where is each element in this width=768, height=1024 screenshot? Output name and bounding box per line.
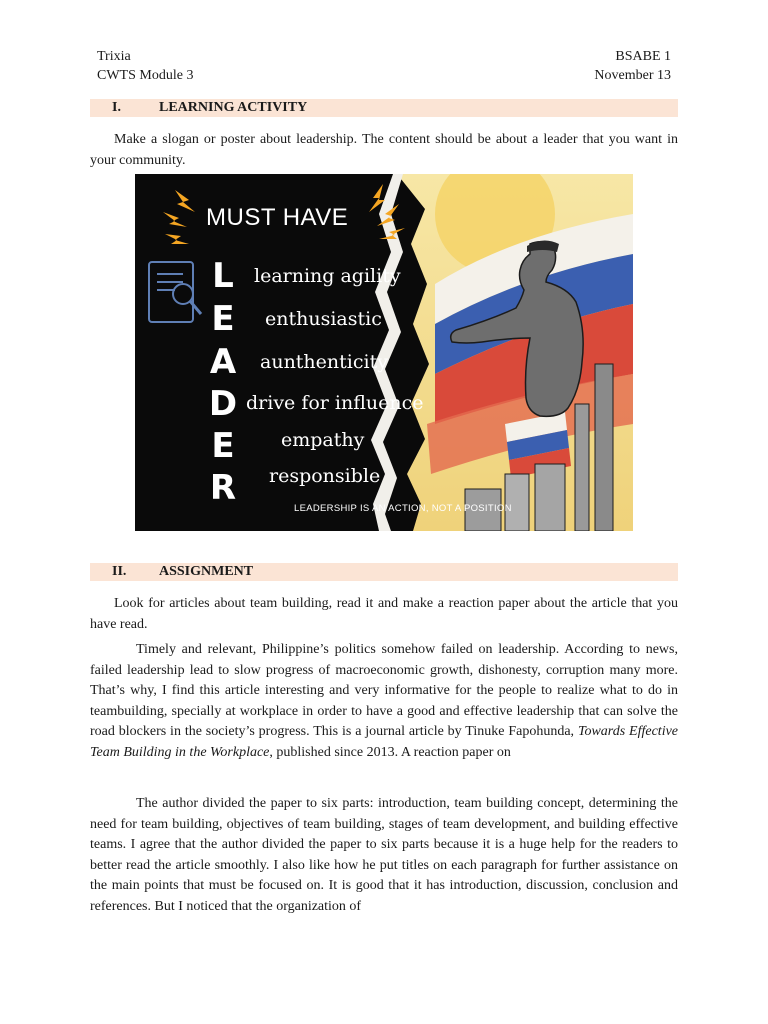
poster-letter-a: A — [209, 342, 237, 382]
poster-letter-r: R — [209, 468, 237, 508]
activity-instruction-text: Make a slogan or poster about leadership. The content should be about a leader that you want in your community. — [90, 132, 678, 168]
poster-letter-e2: E — [211, 426, 235, 466]
section-code: BSABE 1 — [615, 49, 671, 64]
leadership-poster — [135, 174, 633, 531]
poster-trait-authenticity: aunthenticity — [260, 351, 388, 373]
poster-letter-d: D — [208, 384, 238, 424]
student-name: Trixia — [97, 49, 131, 64]
section-title: LEARNING ACTIVITY — [159, 100, 308, 115]
poster-trait-learning-agility: learning agility — [254, 265, 401, 287]
activity-instruction — [90, 130, 678, 171]
article-title: Towards Effective Team Building in the Workplace — [90, 724, 679, 760]
paragraph-2-text: The author divided the paper to six parts: introduction, team building concept, determining the need for team building, objectives of team building, stages of team development, and building effective teams. I agree that the author divided the paper to six parts because it is a huge help for the readers to better read the article smoothly. I also like how he put titles on each paragraph for further assistance on the main points that must be focused on. It is good that it has introduction, discussion, conclusion and references. But I noticed that the organization of — [90, 796, 678, 914]
paragraph-1-text-b: , published since 2013. A reaction paper on — [269, 744, 511, 760]
poster-tagline: LEADERSHIP IS AN ACTION, NOT A POSITION — [294, 503, 512, 514]
section-title: ASSIGNMENT — [159, 564, 254, 579]
reaction-paragraph-2 — [90, 794, 678, 917]
paragraph-1-text-a: Timely and relevant, Philippine’s politics somehow failed on leadership. According to news, failed leadership lead to slow progress of macroeconomic growth, dishonesty, corruption many more. That’s why, I find this article interesting and very informative for the people to realize what to do in teambuilding, specially at workplace in order to have a good and effective leadership that can solve the road blockers in the society’s progress. This is a journal article by Tinuke Fapohunda, — [90, 642, 678, 739]
header-right — [594, 47, 671, 85]
factory-tank — [535, 464, 565, 531]
document-date: November 13 — [594, 68, 671, 83]
poster-letter-l: L — [212, 256, 234, 296]
section-heading-learning-activity — [90, 99, 678, 117]
document-search-icon — [149, 262, 201, 322]
section-heading-assignment — [90, 563, 678, 581]
course-name: CWTS Module 3 — [97, 68, 194, 83]
poster-trait-enthusiastic: enthusiastic — [265, 308, 382, 330]
poster-trait-empathy: empathy — [281, 429, 365, 451]
reaction-paragraph-1 — [90, 640, 678, 763]
section-number: I. — [112, 100, 121, 115]
section-number: II. — [112, 564, 127, 579]
poster-trait-responsible: responsible — [269, 465, 381, 487]
poster-trait-drive-for-influence: drive for influence — [246, 392, 424, 414]
factory-tower — [595, 364, 613, 531]
poster-heading: MUST HAVE — [206, 204, 349, 231]
factory-tower — [575, 404, 589, 531]
header-left — [97, 47, 193, 85]
poster-letter-e: E — [211, 299, 235, 339]
assignment-instruction-text: Look for articles about team building, read it and make a reaction paper about the article that you have read. — [90, 596, 678, 632]
assignment-instruction — [90, 594, 678, 635]
